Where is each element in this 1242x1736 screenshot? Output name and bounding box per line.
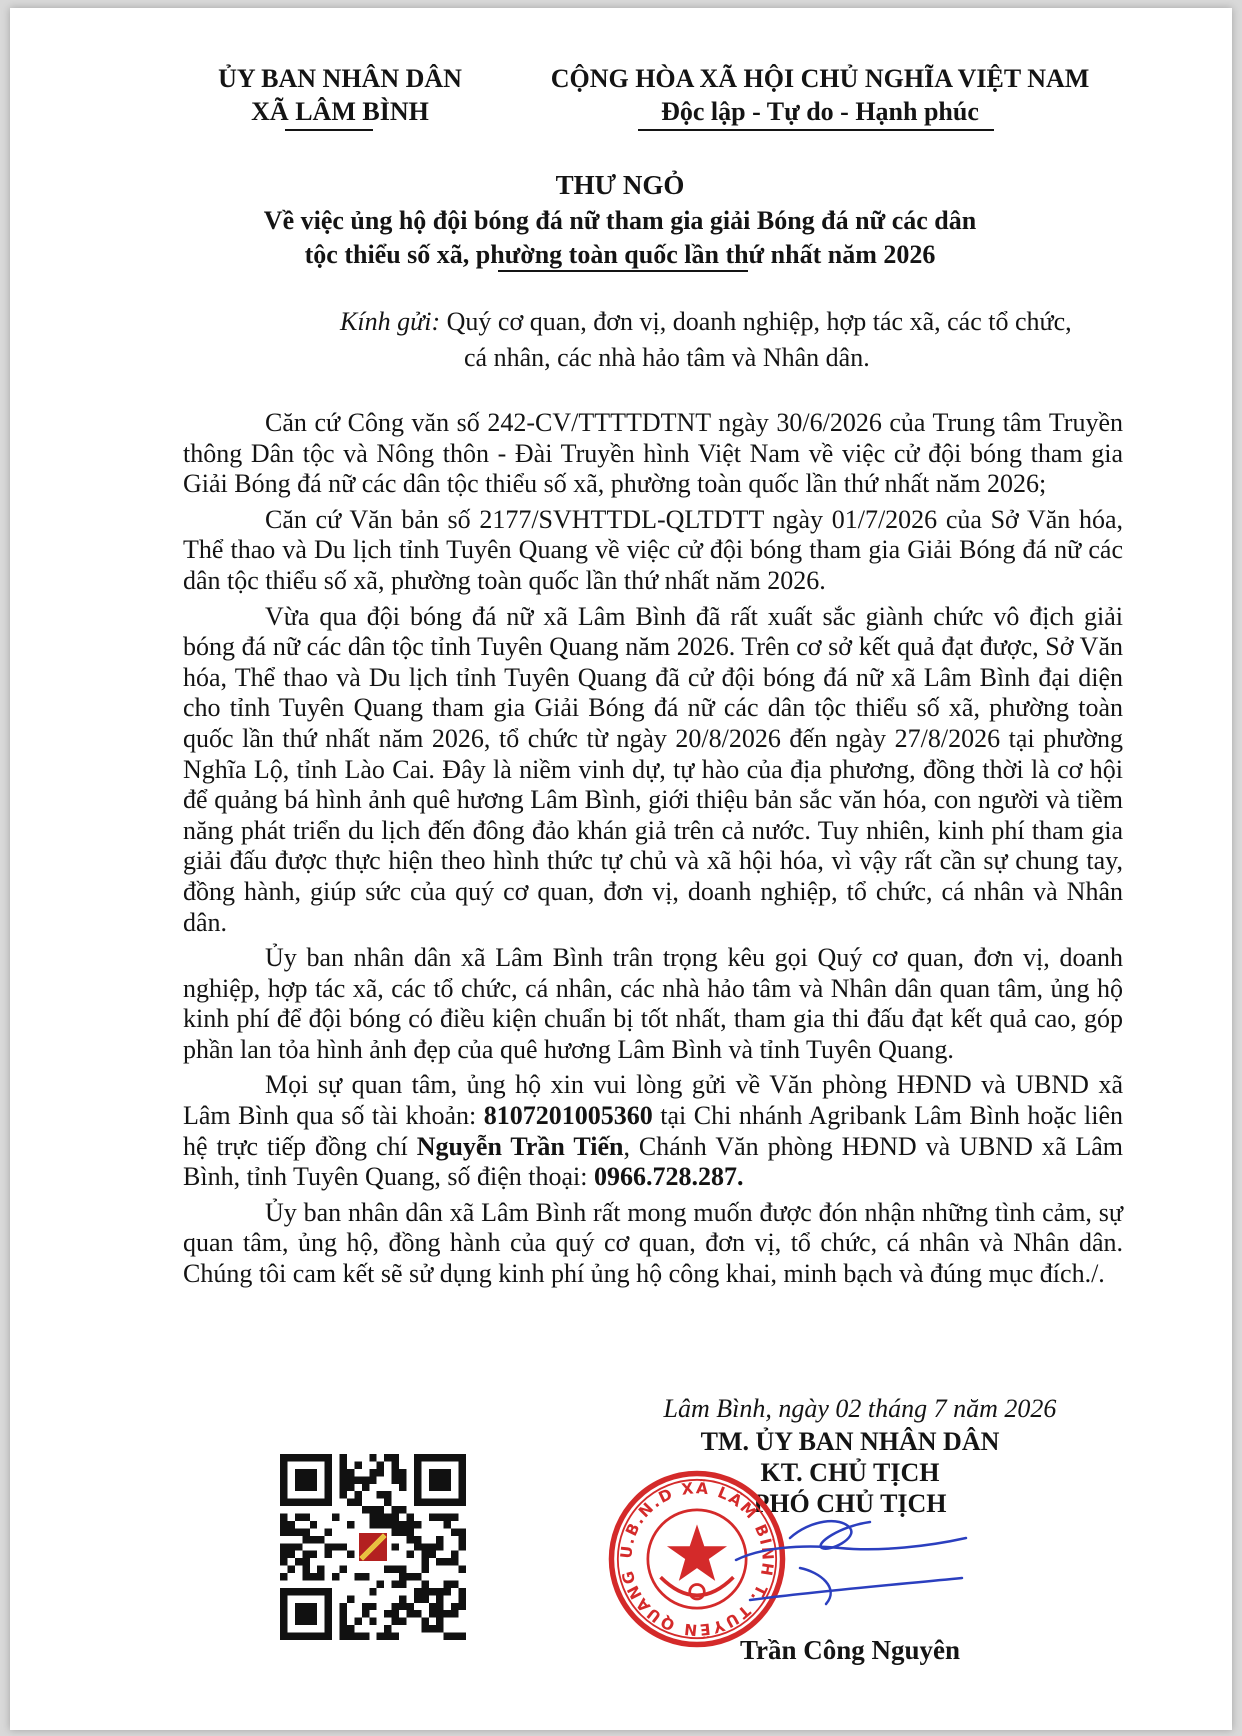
issuer-underline — [285, 129, 373, 131]
handwritten-signature — [730, 1508, 970, 1618]
p5-text-a: Mọi sự quan tâm, ủng hộ xin vui lòng gửi về Văn phòng HĐND và UBND xã Lâm Bình qua số tài khoản: — [183, 1070, 1123, 1131]
signatory-role1: KT. CHỦ TỊCH — [760, 1458, 940, 1487]
signatory-role2: PHÓ CHỦ TỊCH — [753, 1489, 947, 1518]
issuer-line1: ỦY BAN NHÂN DÂN — [218, 64, 462, 93]
bank-account-number: 8107201005360 — [483, 1101, 653, 1131]
signatory-org: TM. ỦY BAN NHÂN DÂN — [700, 1427, 1000, 1456]
p5-text-b: tại Chi nhánh Agribank Lâm Bình hoặc liên hệ trực tiếp đồng chí — [183, 1101, 1124, 1161]
body-paragraph-6: Ủy ban nhân dân xã Lâm Bình rất mong muốn được đón nhận những tình cảm, sự quan tâm, ủng hộ, đồng hành của quý cơ quan, đơn vị, tổ chức, cá nhân và Nhân dân. Chúng tôi cam kết sẽ sử dụng kinh phí ủng hộ công khai, minh bạch và đúng mục đích./. — [183, 1197, 1123, 1289]
title-subtitle-line2: tộc thiểu số xã, phường toàn quốc lần thứ nhất năm 2026 — [304, 240, 936, 269]
title-subtitle-line1: Về việc ủng hộ đội bóng đá nữ tham gia giải Bóng đá nữ các dân — [263, 206, 977, 235]
body-paragraph-3: Vừa qua đội bóng đá nữ xã Lâm Bình đã rất xuất sắc giành chức vô địch giải bóng đá nữ các dân tộc tỉnh Tuyên Quang năm 2026. Trên cơ sở kết quả đạt được, Sở Văn hóa, Thể thao và Du lịch tỉnh Tuyên Quang đã cử đội bóng đá nữ xã Lâm Bình đại diện cho tỉnh Tuyên Quang tham gia Giải Bóng đá nữ các dân tộc thiểu số xã, phường toàn quốc lần thứ nhất năm 2026, tổ chức từ ngày 20/8/2026 đến ngày 27/8/2026 tại phường Nghĩa Lộ, tỉnh Lào Cai. Đây là niềm vinh dự, tự hào của địa phương, đồng thời là cơ hội để quảng bá hình ảnh quê hương Lâm Bình, giới thiệu bản sắc văn hóa, con người và tiềm năng phát triển du lịch đến đông đảo khán giả trên cả nước. Tuy nhiên, kinh phí tham gia giải đấu được thực hiện theo hình thức tự chủ và xã hội hóa, vì vậy rất cần sự chung tay, đồng hành, giúp sức của quý cơ quan, đơn vị, doanh nghiệp, tổ chức, cá nhân và Nhân dân. — [183, 601, 1123, 937]
national-title: CỘNG HÒA XÃ HỘI CHỦ NGHĨA VIỆT NAM — [550, 64, 1090, 93]
body-paragraph-4: Ủy ban nhân dân xã Lâm Bình trân trọng kêu gọi Quý cơ quan, đơn vị, doanh nghiệp, hợp tác xã, các tổ chức, cá nhân, các nhà hảo tâm và Nhân dân quan tâm, ủng hộ kinh phí để đội bóng có điều kiện chuẩn bị tốt nhất, tham gia thi đấu đạt kết quả cao, góp phần lan tỏa hình ảnh đẹp của quê hương Lâm Bình và tỉnh Tuyên Quang. — [183, 943, 1123, 1064]
motto-underline — [638, 129, 994, 131]
body-paragraph-2: Căn cứ Văn bản số 2177/SVHTTDL-QLTDTT ngày 01/7/2026 của Sở Văn hóa, Thể thao và Du lịch tỉnh Tuyên Quang về việc cử đội bóng tham gia Giải Bóng đá nữ các dân tộc thiểu số xã, phường toàn quốc lần thứ nhất năm 2026. — [183, 504, 1123, 595]
national-header — [530, 62, 1110, 128]
recipient-line1: Quý cơ quan, đơn vị, doanh nghiệp, hợp tác xã, các tổ chức, — [446, 307, 1072, 336]
p5-text-c: , Chánh Văn phòng HĐND và UBND xã Lâm Bình, tỉnh Tuyên Quang, số điện thoại: — [183, 1131, 1123, 1192]
date-place-line: Lâm Bình, ngày 02 tháng 7 năm 2026 — [663, 1394, 1057, 1423]
body-paragraph-5 — [183, 1070, 1123, 1192]
qr-code-icon[interactable] — [280, 1454, 466, 1640]
contact-phone: 0966.728.287. — [593, 1162, 744, 1192]
issuer-header — [150, 62, 530, 128]
national-motto: Độc lập - Tự do - Hạnh phúc — [661, 97, 979, 126]
document-title — [190, 168, 1050, 272]
recipient-block — [340, 304, 1120, 376]
title-main: THƯ NGỎ — [555, 170, 685, 200]
recipient-label: Kính gửi: — [340, 307, 441, 336]
document-page — [10, 8, 1232, 1730]
seal-ring-text: U.B.N.D XÃ LÂM BÌNH T. TUYÊN QUANG — [617, 1479, 777, 1639]
recipient-line2: cá nhân, các nhà hảo tâm và Nhân dân. — [464, 343, 870, 372]
issuer-line2: XÃ LÂM BÌNH — [251, 97, 429, 126]
letter-body — [183, 408, 1123, 1295]
title-underline — [498, 270, 748, 272]
signer-name: Trần Công Nguyên — [739, 1635, 961, 1665]
contact-name: Nguyễn Trần Tiến — [416, 1131, 624, 1161]
body-paragraph-1: Căn cứ Công văn số 242-CV/TTTTDTNT ngày 30/6/2026 của Trung tâm Truyền thông Dân tộc và Nông thôn - Đài Truyền hình Việt Nam về việc cử đội bóng tham gia Giải Bóng đá nữ các dân tộc thiểu số xã, phường toàn quốc lần thứ nhất năm 2026; — [183, 408, 1123, 499]
